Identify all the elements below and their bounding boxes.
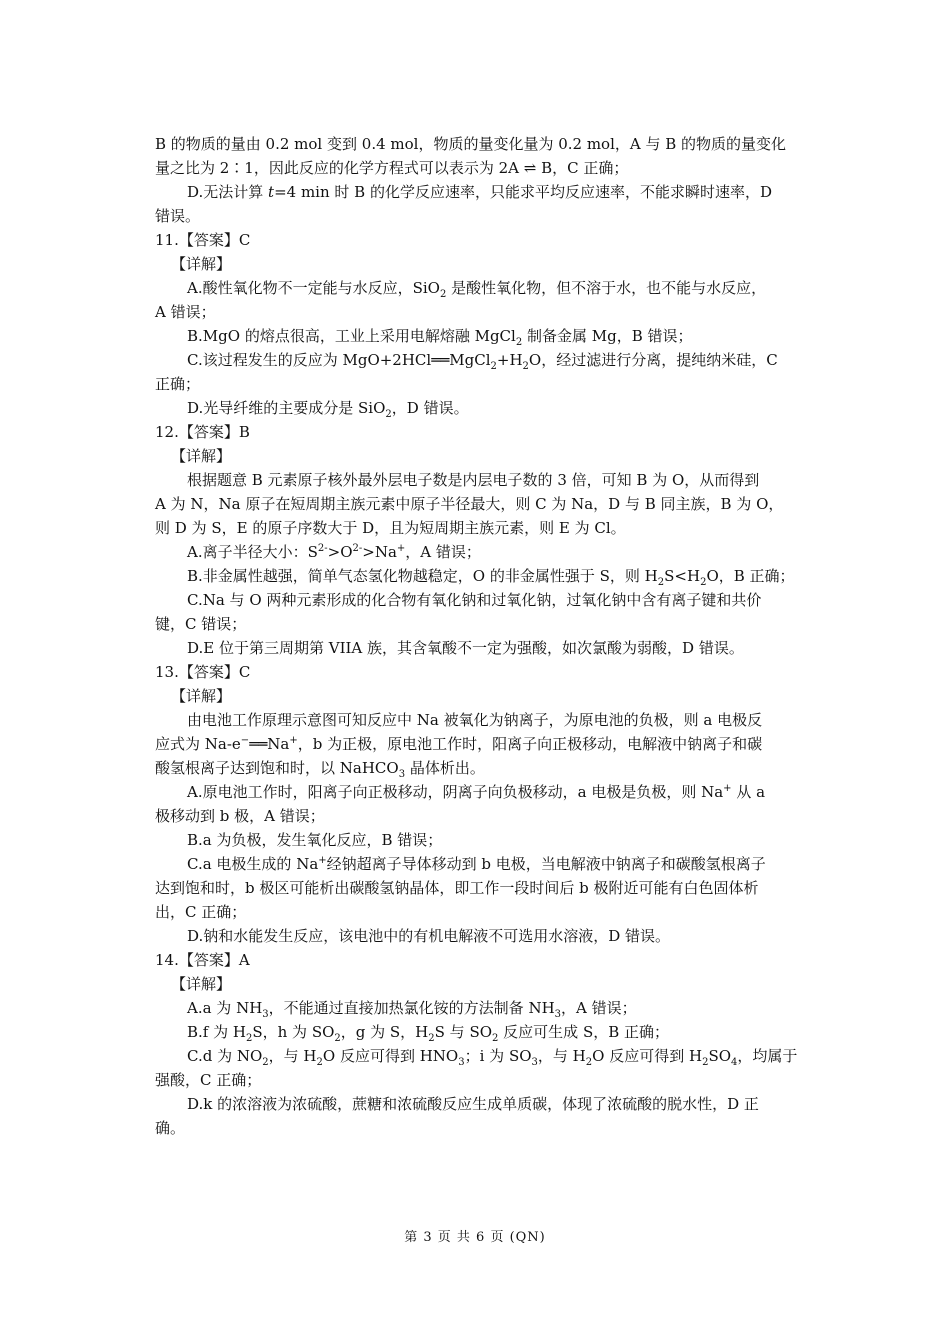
- text-line: 12.【答案】B: [155, 423, 250, 441]
- text-line: 14.【答案】A: [155, 951, 250, 969]
- text-line: C.a 电极生成的 Na+经钠超离子导体移动到 b 电极，当电解液中钠离子和碳酸氢根离子: [187, 855, 766, 873]
- text-line: 极移动到 b 极，A 错误；: [155, 807, 325, 825]
- text-line: A.原电池工作时，阳离子向正极移动，阴离子向负极移动，a 电极是负极，则 Na+ 从 a: [187, 783, 766, 801]
- text-line: C.该过程发生的反应为 $MgO+2HCl══MgCl_2+H_2O$，经过滤进行分离，提纯纳米硅，C: [187, 351, 778, 372]
- text-line: A.酸性氧化物不一定能与水反应，SiO$_2$ 是酸性氧化物，但不溶于水，也不能与水反应，: [187, 279, 767, 300]
- text-line: 应式为 Na-e−══Na+，b 为正极，原电池工作时，阳离子向正极移动，电解液中钠离子和碳: [155, 735, 763, 753]
- text-line: 根据题意 B 元素原子核外最外层电子数是内层电子数的 3 倍，可知 B 为 O，从而得到: [187, 471, 760, 489]
- text-line: 酸氢根离子达到饱和时，以 NaHCO$_3$ 晶体析出。: [155, 759, 485, 780]
- text-line: 11.【答案】C: [155, 231, 251, 249]
- text-line: B.MgO 的熔点很高，工业上采用电解熔融 MgCl$_2$ 制备金属 Mg，B 错误；: [187, 327, 693, 348]
- text-line: A 错误；: [155, 303, 216, 321]
- text-line: D.光导纤维的主要成分是 SiO$_2$，D 错误。: [187, 399, 469, 420]
- text-line: 【详解】: [171, 687, 232, 705]
- text-line: 则 D 为 S，E 的原子序数大于 D，且为短周期主族元素，则 E 为 Cl。: [155, 519, 626, 537]
- text-line: A 为 N，Na 原子在短周期主族元素中原子半径最大，则 C 为 Na，D 与 B 同主族，B 为 O，: [155, 495, 784, 513]
- text-line: D.E 位于第三周期第 VIIA 族，其含氧酸不一定为强酸，如次氯酸为弱酸，D 错误。: [187, 639, 744, 657]
- text-line: 强酸，C 正确；: [155, 1071, 262, 1089]
- text-line: C.Na 与 O 两种元素形成的化合物有氧化钠和过氧化钠，过氧化钠中含有离子键和共价: [187, 591, 762, 609]
- text-line: 13.【答案】C: [155, 663, 251, 681]
- text-line: 由电池工作原理示意图可知反应中 Na 被氧化为钠离子，为原电池的负极，则 a 电极反: [187, 711, 763, 729]
- text-line: 键，C 错误；: [155, 615, 247, 633]
- text-line: B.f 为 $H_2S$，h 为 $SO_2$，g 为 S，$H_2S$ 与 $SO_2$ 反应可生成 S，B 正确；: [187, 1023, 670, 1044]
- text-line: D.k 的浓溶液为浓硫酸，蔗糖和浓硫酸反应生成单质碳，体现了浓硫酸的脱水性，D 正: [187, 1095, 759, 1113]
- text-line: C.d 为 $NO_2$，与 $H_2O$ 反应可得到 $HNO_3$；i 为 $SO_3$，与 $H_2O$ 反应可得到 $H_2SO_4$，均属于: [187, 1047, 798, 1068]
- text-line: 出，C 正确；: [155, 903, 247, 921]
- text-line: 【详解】: [171, 255, 232, 273]
- text-line: D.钠和水能发生反应，该电池中的有机电解液不可选用水溶液，D 错误。: [187, 927, 671, 945]
- text-line: 【详解】: [171, 447, 232, 465]
- text-line: A.a 为 $NH_3$，不能通过直接加热氯化铵的方法制备 $NH_3$，A 错误；: [187, 999, 637, 1020]
- page-footer: 第 3 页 共 6 页 (QN): [404, 1230, 546, 1245]
- text-line: 量之比为 2∶1，因此反应的化学方程式可以表示为 2A ⇌ B，C 正确；: [155, 159, 629, 177]
- text-line: A.离子半径大小：$S^{2-}>O^{2-}>Na^+$，A 错误；: [187, 543, 481, 561]
- text-line: B 的物质的量由 0.2 mol 变到 0.4 mol，物质的量变化量为 0.2 mol，A 与 B 的物质的量变化: [155, 135, 787, 153]
- text-line: D.无法计算 t=4 min 时 B 的化学反应速率，只能求平均反应速率，不能求瞬时速率，D: [187, 183, 772, 201]
- text-line: 确。: [155, 1119, 186, 1137]
- text-line: 【详解】: [171, 975, 232, 993]
- text-line: 错误。: [155, 207, 201, 225]
- text-line: B.a 为负极，发生氧化反应，B 错误；: [187, 831, 443, 849]
- text-line: 达到饱和时，b 极区可能析出碳酸氢钠晶体，即工作一段时间后 b 极附近可能有白色固体析: [155, 879, 759, 897]
- answer-explanation-body: [155, 132, 798, 1140]
- text-line: B.非金属性越强，简单气态氢化物越稳定，O 的非金属性强于 S，则 $H_2S<H_2O$，B 正确；: [187, 567, 795, 588]
- text-line: 正确；: [155, 375, 201, 393]
